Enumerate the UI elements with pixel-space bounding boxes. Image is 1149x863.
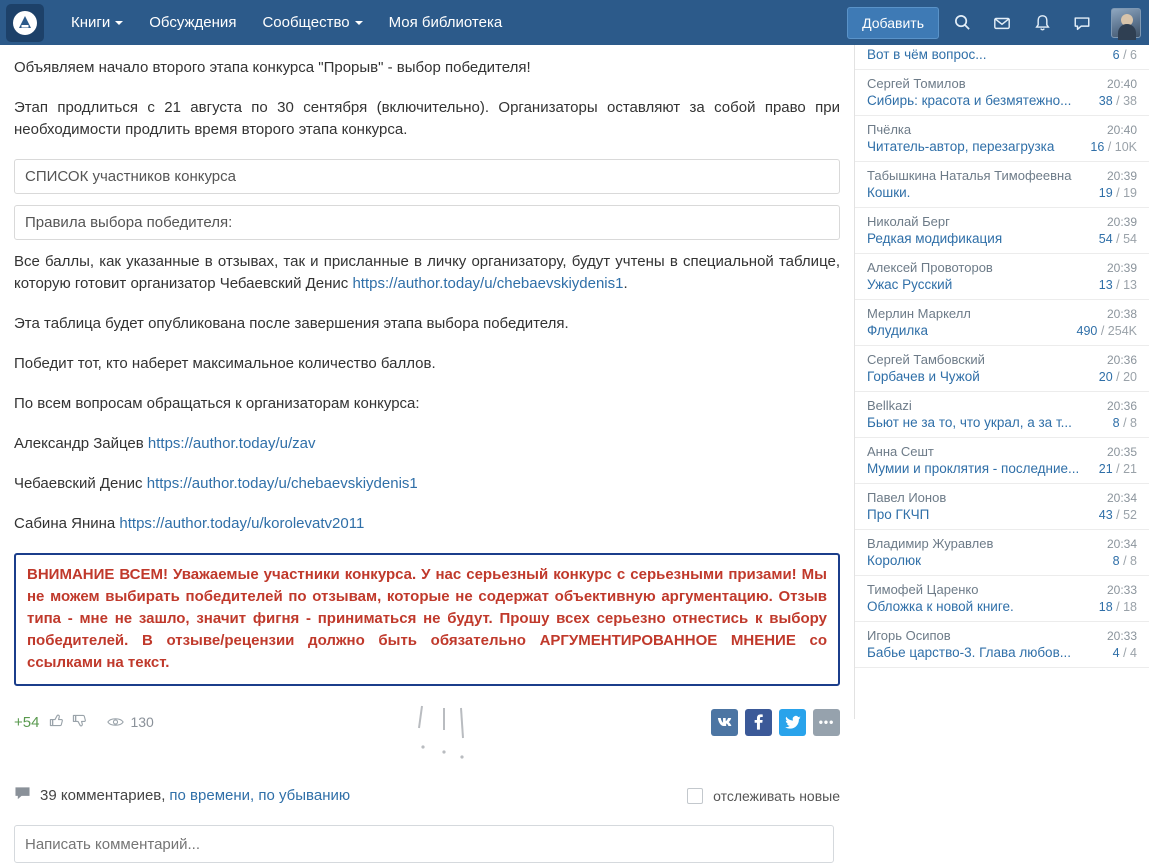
list-item-counts: 8 / 8 <box>1112 554 1137 568</box>
list-item-title[interactable]: Кошки. <box>867 185 911 200</box>
list-item[interactable] <box>855 484 1149 530</box>
share-buttons <box>711 709 840 736</box>
list-item[interactable] <box>855 438 1149 484</box>
list-item-counts: 6 / 6 <box>1112 48 1137 62</box>
list-item-author[interactable]: Владимир Журавлев <box>867 536 994 551</box>
organizer-profile-link[interactable]: https://author.today/u/zav <box>147 435 316 452</box>
list-item-author[interactable]: Сергей Тамбовский <box>867 352 985 367</box>
mail-icon[interactable] <box>985 6 1019 40</box>
post-paragraph: По всем вопросам обращаться к организаторам конкурса: <box>14 395 420 412</box>
organizer-link-chebaevskiy[interactable]: https://author.today/u/chebaevskiydenis1 <box>352 275 624 292</box>
list-item-counts: 21 / 21 <box>1098 462 1137 476</box>
vote-bar <box>14 702 840 742</box>
view-count-value: 130 <box>130 714 154 730</box>
post-paragraph: Объявляем начало второго этапа конкурса "Прорыв" - выбор победителя! <box>14 59 531 76</box>
search-icon[interactable] <box>945 6 979 40</box>
organizer-row <box>14 473 840 495</box>
facebook-share-button[interactable] <box>745 709 772 736</box>
list-item-author[interactable]: Мерлин Маркелл <box>867 306 971 321</box>
list-item[interactable] <box>855 208 1149 254</box>
list-item-author[interactable]: Табышкина Наталья Тимофеевна <box>867 168 1072 183</box>
list-item-author[interactable]: Алексей Провоторов <box>867 260 993 275</box>
list-item-counts: 16 / 10K <box>1090 140 1137 154</box>
list-item-counts: 19 / 19 <box>1098 186 1137 200</box>
organizer-name: Чебаевский Денис <box>14 475 147 492</box>
post-paragraph: Этап продлиться с 21 августа по 30 сентября (включительно). Организаторы оставляют за собой право при необходимости продлить время второго этапа конкурса. <box>14 99 840 138</box>
list-item-author[interactable]: Павел Ионов <box>867 490 947 505</box>
list-item[interactable] <box>855 576 1149 622</box>
post-paragraph: Победит тот, кто наберет максимальное количество баллов. <box>14 355 436 372</box>
site-logo[interactable] <box>6 4 44 42</box>
list-item-title[interactable]: Флудилка <box>867 323 929 338</box>
post-paragraph-table <box>14 251 840 295</box>
comment-bubble-icon <box>14 786 31 805</box>
list-item-title[interactable]: Сибирь: красота и безмятежно... <box>867 93 1072 108</box>
list-item-title[interactable]: Бьют не за то, что украл, а за т... <box>867 415 1072 430</box>
organizer-name: Александр Зайцев <box>14 435 148 452</box>
list-item-counts: 18 / 18 <box>1098 600 1137 614</box>
nav-item-discussions[interactable] <box>136 0 249 45</box>
list-item-author[interactable]: Bellkazi <box>867 398 912 413</box>
post-score: +54 <box>14 713 40 731</box>
list-item-time: 20:34 <box>1106 491 1137 505</box>
nav-right-group <box>847 6 1141 40</box>
bell-icon[interactable] <box>1025 6 1059 40</box>
organizer-row <box>14 513 840 535</box>
list-item-title[interactable]: Про ГКЧП <box>867 507 930 522</box>
chevron-down-icon <box>115 21 123 25</box>
list-item-author[interactable]: Николай Берг <box>867 214 950 229</box>
nav-item-books-label: Книги <box>71 14 111 31</box>
chevron-down-icon <box>355 21 363 25</box>
comment-input[interactable] <box>14 825 834 863</box>
list-item-title[interactable]: Бабье царство-3. Глава любов... <box>867 645 1071 660</box>
list-item-time: 20:36 <box>1106 399 1137 413</box>
add-button[interactable]: Добавить <box>847 7 939 39</box>
nav-item-community[interactable] <box>249 0 375 45</box>
list-item-time: 20:39 <box>1106 169 1137 183</box>
warning-box <box>14 553 840 686</box>
list-item[interactable] <box>855 70 1149 116</box>
sort-by-time-link[interactable]: по времени, <box>169 787 255 804</box>
comments-header <box>14 786 840 805</box>
thumb-up-icon[interactable] <box>49 713 64 731</box>
list-item[interactable] <box>855 162 1149 208</box>
participants-list-link[interactable]: СПИСОК участников конкурса <box>14 159 840 194</box>
list-item-counts: 43 / 52 <box>1098 508 1137 522</box>
list-item-counts: 20 / 20 <box>1098 370 1137 384</box>
view-count <box>107 714 153 730</box>
list-item[interactable] <box>855 530 1149 576</box>
loading-indicator <box>414 704 484 764</box>
list-item-title[interactable]: Читатель-автор, перезагрузка <box>867 139 1055 154</box>
more-share-button[interactable]: ••• <box>813 709 840 736</box>
organizer-row <box>14 433 840 455</box>
follow-checkbox[interactable] <box>687 788 703 804</box>
list-item-title[interactable]: Вот в чём вопрос... <box>867 47 987 62</box>
post-content <box>0 45 854 804</box>
list-item-title[interactable]: Обложка к новой книге. <box>867 599 1014 614</box>
list-item[interactable] <box>855 300 1149 346</box>
page-body <box>0 45 1149 804</box>
list-item-author[interactable]: Игорь Осипов <box>867 628 951 643</box>
list-item-counts: 13 / 13 <box>1098 278 1137 292</box>
list-item-title[interactable]: Королюк <box>867 553 921 568</box>
list-item[interactable] <box>855 45 1149 70</box>
comments-count: 39 комментариев, <box>40 787 166 804</box>
list-item[interactable] <box>855 622 1149 668</box>
vk-share-button[interactable] <box>711 709 738 736</box>
list-item-counts: 4 / 4 <box>1112 646 1137 660</box>
follow-new-comments-toggle[interactable] <box>687 788 840 804</box>
list-item-time: 20:35 <box>1106 445 1137 459</box>
list-item-title[interactable]: Редкая модификация <box>867 231 1003 246</box>
nav-item-my-library[interactable] <box>376 0 516 45</box>
list-item-title[interactable]: Мумии и проклятия - последние... <box>867 461 1080 476</box>
list-item-counts: 38 / 38 <box>1098 94 1137 108</box>
nav-item-books[interactable] <box>58 0 136 45</box>
follow-label: отслеживать новые <box>713 787 840 804</box>
list-item-time: 20:39 <box>1106 261 1137 275</box>
organizer-name: Сабина Янина <box>14 515 120 532</box>
list-item[interactable] <box>855 254 1149 300</box>
list-item-title[interactable]: Горбачев и Чужой <box>867 369 980 384</box>
list-item-counts: 54 / 54 <box>1098 232 1137 246</box>
list-item-counts: 490 / 254K <box>1076 324 1137 338</box>
organizer-profile-link[interactable]: https://author.today/u/chebaevskiydenis1 <box>146 475 418 492</box>
table-text-suffix: . <box>623 275 628 292</box>
list-item[interactable] <box>855 392 1149 438</box>
list-item-time: 20:39 <box>1106 215 1137 229</box>
list-item[interactable] <box>855 346 1149 392</box>
winner-rules-link[interactable]: Правила выбора победителя: <box>14 205 840 240</box>
eye-icon <box>107 716 124 728</box>
recent-discussions-sidebar[interactable] <box>854 45 1149 719</box>
list-item-time: 20:34 <box>1106 537 1137 551</box>
nav-item-my-library-label: Моя библиотека <box>388 14 503 31</box>
list-item-author[interactable]: Пчёлка <box>867 122 912 137</box>
list-item-author[interactable]: Тимофей Царенко <box>867 582 979 597</box>
post-paragraph: Эта таблица будет опубликована после завершения этапа выбора победителя. <box>14 315 569 332</box>
top-navigation-bar <box>0 0 1149 45</box>
list-item-counts: 8 / 8 <box>1112 416 1137 430</box>
list-item-time: 20:40 <box>1106 123 1137 137</box>
list-item-time: 20:40 <box>1106 77 1137 91</box>
list-item[interactable] <box>855 116 1149 162</box>
list-item-title[interactable]: Ужас Русский <box>867 277 953 292</box>
table-text-prefix: Все баллы, как указанные в отзывах, так и присланные в личку организатору, будут учтены в специальной таблице, которую готовит организатор Чебаевский Денис <box>14 253 840 292</box>
list-item-time: 20:38 <box>1106 307 1137 321</box>
list-item-author[interactable]: Анна Сешт <box>867 444 934 459</box>
organizer-profile-link[interactable]: https://author.today/u/korolevatv2011 <box>119 515 365 532</box>
list-item-time: 20:36 <box>1106 353 1137 367</box>
warning-text: ВНИМАНИЕ ВСЕМ! Уважаемые участники конкурса. У нас серьезный конкурс с серьезными призами! Мы не можем выбирать победителей по отзывам, которые не содержат объективную аргументацию. Отзыв типа - мне не зашло, значит фигня - приниматься не будут. Прошу всех серьезно отнестись к выбору победителей. В отзыве/рецензии должно быть обязательно АРГУМЕНТИРОВАННОЕ МНЕНИЕ со ссылками на текст. <box>27 566 827 671</box>
thumb-down-icon[interactable] <box>72 713 87 731</box>
list-item-time: 20:33 <box>1106 629 1137 643</box>
user-avatar[interactable] <box>1111 8 1141 38</box>
nav-item-discussions-label: Обсуждения <box>149 14 237 31</box>
twitter-share-button[interactable] <box>779 709 806 736</box>
list-item-time: 20:33 <box>1106 583 1137 597</box>
comment-icon[interactable] <box>1065 6 1099 40</box>
sort-descending-link[interactable]: по убыванию <box>258 787 351 804</box>
nav-item-community-label: Сообщество <box>262 14 350 31</box>
list-item-author[interactable]: Сергей Томилов <box>867 76 966 91</box>
